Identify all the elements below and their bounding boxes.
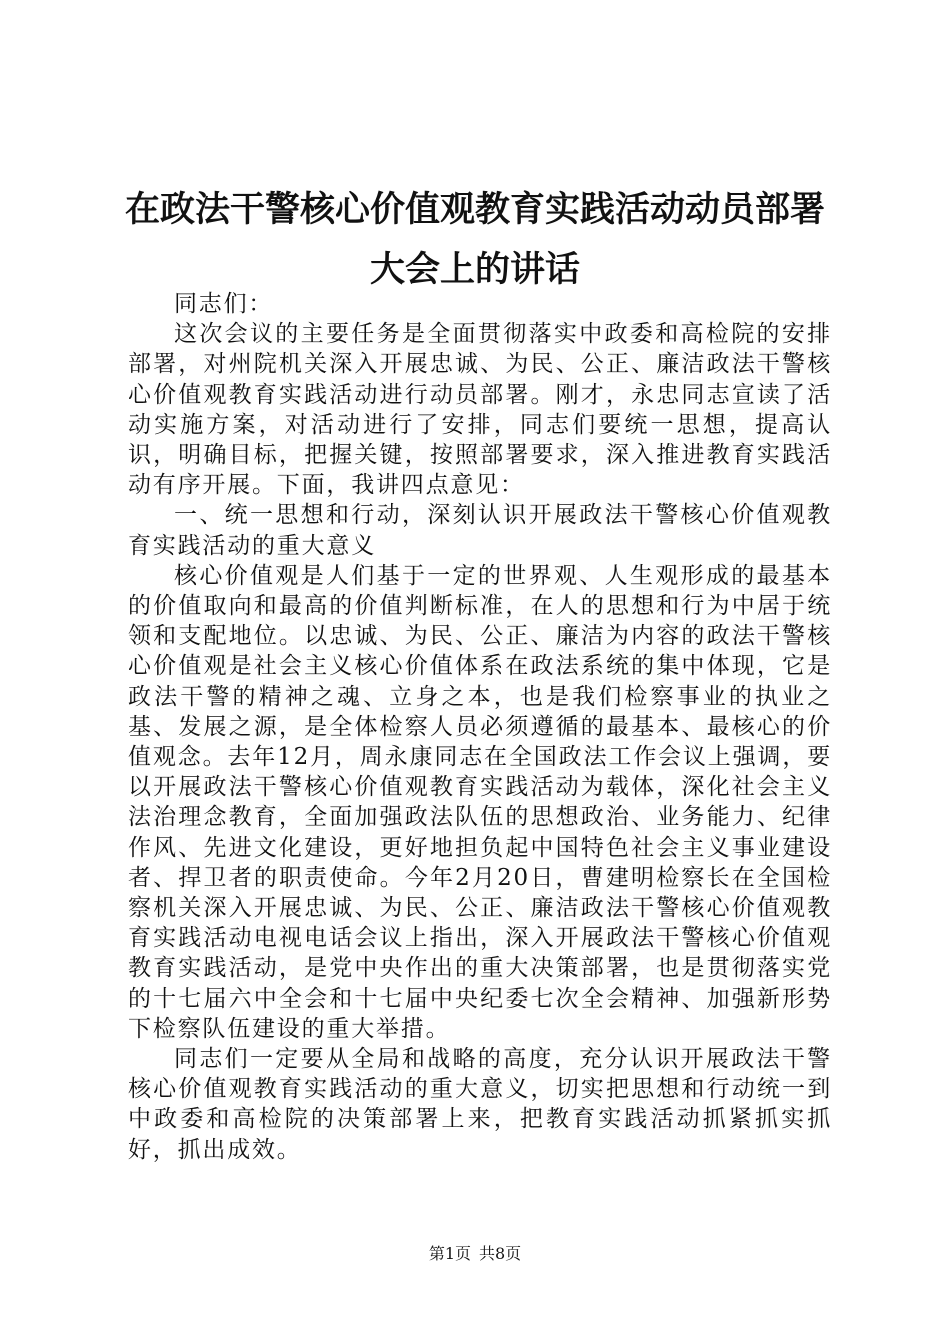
section-heading-1: 一、统一思想和行动，深刻认识开展政法干警核心价值观教育实践活动的重大意义 xyxy=(128,502,832,559)
paragraph-core-values: 核心价值观是人们基于一定的世界观、人生观形成的最基本的价值取向和最高的价值判断标准，在人的思想和行为中居于统领和支配地位。以忠诚、为民、公正、廉洁为内容的政法干警核心价值观是社会主义核心价值体系在政法系统的集中体现，它是政法干警的精神之魂、立身之本，也是我们检察事业的执业之基、发展之源，是全体检察人员必须遵循的最基本、最核心的价值观念。去年12月，周永康同志在全国政法工作会议上强调，要以开展政法干警核心价值观教育实践活动为载体，深化社会主义法治理念教育，全面加强政法队伍的思想政治、业务能力、纪律作风、先进文化建设，更好地担负起中国特色社会主义事业建设者、捍卫者的职责使命。今年2月20日，曹建明检察长在全国检察机关深入开展忠诚、为民、公正、廉洁政法干警核心价值观教育实践活动电视电话会议上指出，深入开展政法干警核心价值观教育实践活动，是党中央作出的重大决策部署，也是贯彻落实党的十七届六中全会和十七届中央纪委七次全会精神、加强新形势下检察队伍建设的重大举措。 xyxy=(128,562,832,1042)
page-footer xyxy=(0,1244,950,1264)
salutation: 同志们： xyxy=(174,291,274,317)
document-body xyxy=(128,289,832,1165)
page-number: 第1页 xyxy=(428,1244,471,1263)
document-title xyxy=(100,180,850,300)
title-line-2: 大会上的讲话 xyxy=(369,250,580,290)
paragraph-conclusion: 同志们一定要从全局和战略的高度，充分认识开展政法干警核心价值观教育实践活动的重大意义，切实把思想和行动统一到中政委和高检院的决策部署上来，把教育实践活动抓紧抓实抓好，抓出成效。 xyxy=(128,1046,832,1163)
paragraph-intro: 这次会议的主要任务是全面贯彻落实中政委和高检院的安排部署，对州院机关深入开展忠诚、为民、公正、廉洁政法干警核心价值观教育实践活动进行动员部署。刚才，永忠同志宣读了活动实施方案，对活动进行了安排，同志们要统一思想，提高认识，明确目标，把握关键，按照部署要求，深入推进教育实践活动有序开展。下面，我讲四点意见： xyxy=(128,321,832,499)
title-line-1: 在政法干警核心价值观教育实践活动动员部署 xyxy=(124,190,825,230)
page-total: 共8页 xyxy=(479,1244,522,1263)
